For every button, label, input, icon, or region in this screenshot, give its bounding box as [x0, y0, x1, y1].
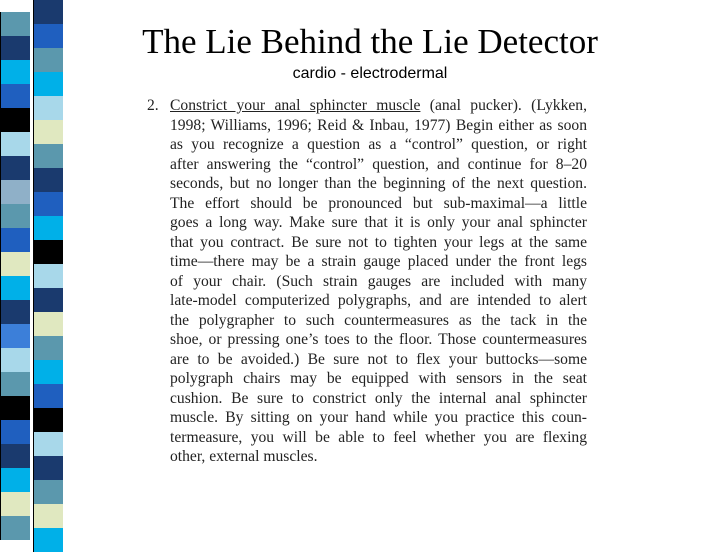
excerpt-line: shoe, or pressing one’s toes to the floor. Those countermeasures: [170, 331, 587, 348]
stripe-block: [0, 348, 30, 372]
stripe-block: [33, 456, 63, 480]
stripe-block: [0, 180, 30, 204]
excerpt-line: The effort should be pronounced but sub-maximal—a little: [170, 194, 587, 212]
stripe-block: [0, 108, 30, 132]
slide-title: The Lie Behind the Lie Detector: [142, 22, 598, 61]
excerpt-line: seconds, but no longer than the beginning of the next question.: [170, 175, 587, 192]
excerpt-line: goes a long way. Make sure that it is only your anal sphincter: [170, 214, 587, 231]
stripe-block: [0, 468, 30, 492]
excerpt-paragraph: [170, 96, 587, 467]
stripe-block: [0, 132, 30, 156]
stripe-block: [33, 504, 63, 528]
excerpt-line: that you contract. Be sure not to tighten your legs at the same: [170, 233, 587, 251]
stripe-block: [0, 324, 30, 348]
excerpt-line: muscle. By sitting on your hand while you practice this coun-: [170, 409, 587, 426]
stripe-block: [33, 336, 63, 360]
stripe-block: [33, 384, 63, 408]
stripe-block: [0, 156, 30, 180]
excerpt-line: cushion. Be sure to constrict only the internal anal sphincter: [170, 389, 587, 407]
stripe-block: [33, 528, 63, 552]
excerpt-line: polygraph chairs may be equipped with sensors in the seat: [170, 370, 587, 387]
stripe-block: [33, 96, 63, 120]
stripe-block: [0, 204, 30, 228]
stripe-block: [0, 516, 30, 540]
excerpt-line: late-model computerized polygraphs, and are intended to alert: [170, 292, 587, 309]
stripe-block: [0, 276, 30, 300]
underlined-lead: Constrict your anal sphincter muscle: [170, 97, 421, 114]
stripe-block: [0, 300, 30, 324]
stripe-block: [0, 252, 30, 276]
stripe-block: [0, 372, 30, 396]
excerpt-line: 1998; Williams, 1996; Reid & Inbau, 1977) Begin either as soon: [170, 116, 587, 134]
excerpt-line: are to be avoided.) Be sure not to flex your buttocks—some: [170, 350, 587, 368]
excerpt-line: after answering the “control” question, and continue for 8–20: [170, 155, 587, 173]
stripe-block: [0, 444, 30, 468]
excerpt-line: the polygrapher to such countermeasures as the tack in the: [170, 311, 587, 329]
excerpt-line: time—there may be a strain gauge placed under the front legs: [170, 253, 587, 270]
stripe-block: [33, 144, 63, 168]
stripe-block: [0, 228, 30, 252]
excerpt-line: Constrict your anal sphincter muscle (anal pucker). (Lykken,: [170, 97, 587, 114]
excerpt-line: termeasure, you will be able to feel whether you are flexing: [170, 428, 587, 446]
item-number: 2.: [147, 97, 159, 114]
stripe-block: [33, 120, 63, 144]
stripe-block: [33, 192, 63, 216]
stripe-block: [33, 264, 63, 288]
stripe-block: [33, 0, 63, 24]
excerpt-line: as you recognize a question as a “control” question, or right: [170, 136, 587, 153]
stripe-block: [33, 480, 63, 504]
slide-subtitle: cardio - electrodermal: [292, 65, 448, 82]
stripe-block: [0, 84, 30, 108]
excerpt-line: other, external muscles.: [170, 448, 318, 465]
stripe-block: [33, 360, 63, 384]
excerpt-line: of your chair. (Such strain gauges are included with many: [170, 272, 587, 290]
stripe-block: [33, 432, 63, 456]
stripe-block: [0, 492, 30, 516]
stripe-block: [33, 288, 63, 312]
stripe-block: [33, 216, 63, 240]
excerpt-block: [147, 96, 587, 467]
stripe-block: [33, 240, 63, 264]
stripe-block: [33, 168, 63, 192]
stripe-block: [0, 396, 30, 420]
stripe-block: [33, 408, 63, 432]
stripe-block: [33, 312, 63, 336]
stripe-block: [0, 420, 30, 444]
